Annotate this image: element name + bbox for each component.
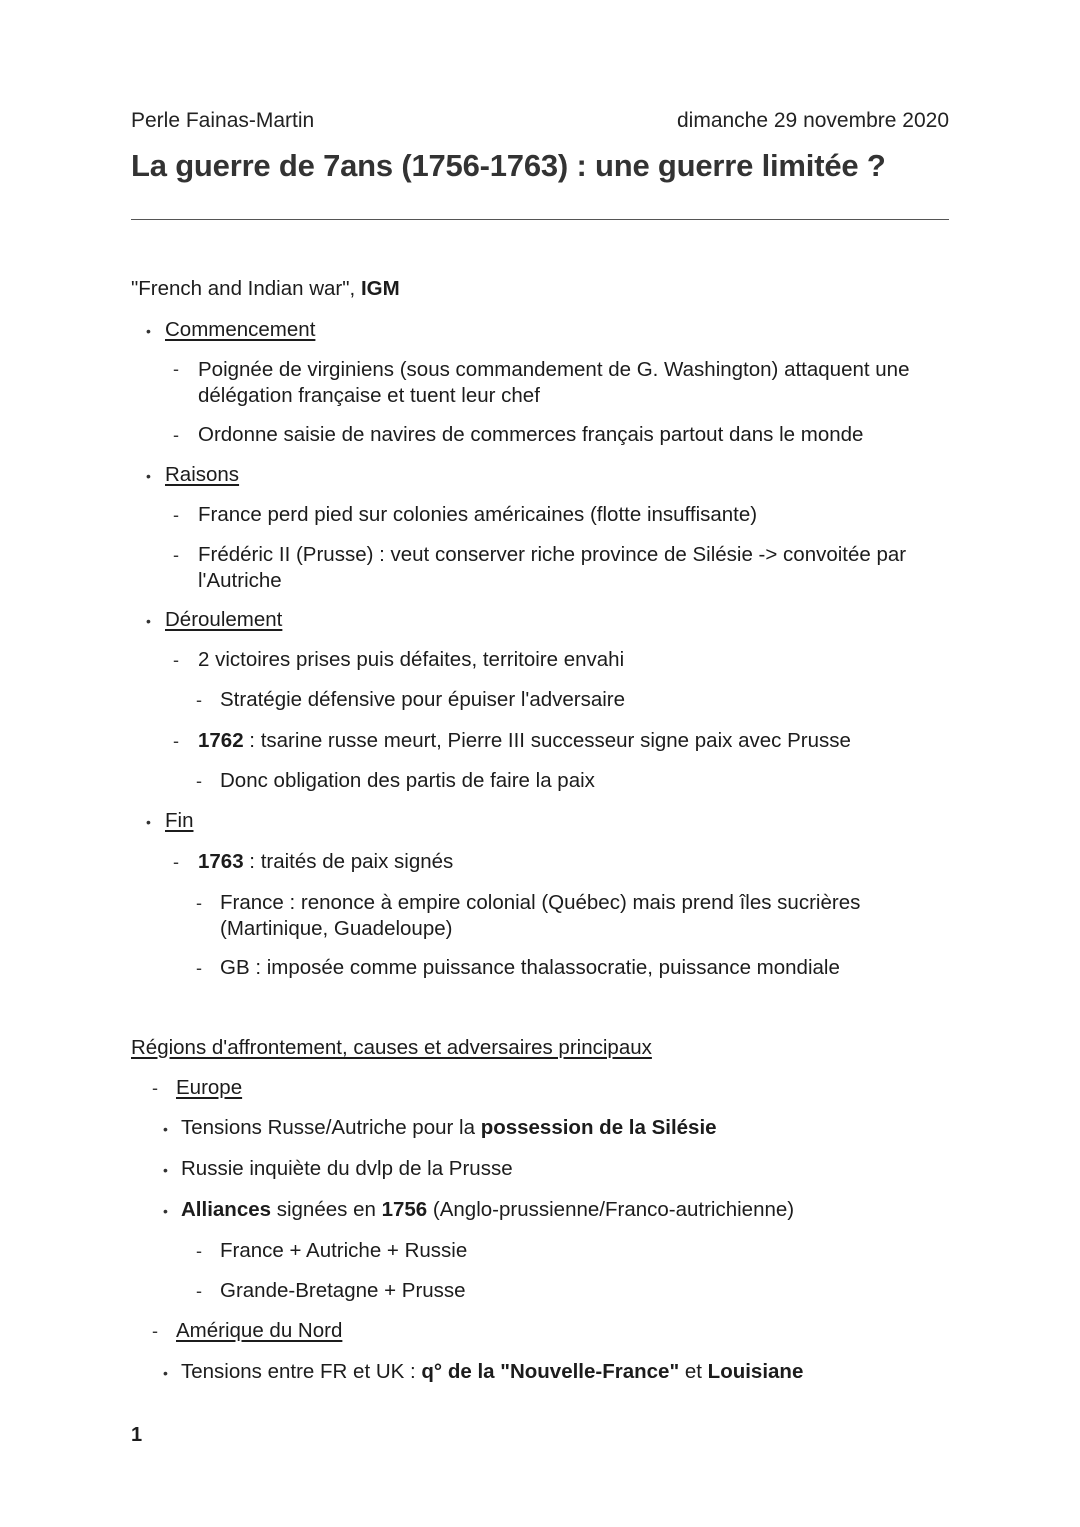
europe-bullet-3-bold-2: 1756 [381, 1198, 428, 1221]
europe-bullet-3 [181, 1197, 794, 1223]
dash-icon: - [196, 690, 202, 710]
intro-line [131, 276, 400, 302]
bullet-icon: • [163, 1365, 168, 1381]
fin-sub-1: France : renonce à empire colonial (Québec) mais prend îles sucrières (Martinique, Guadeloupe) [220, 891, 861, 940]
europe-bullet-3-text-2: (Anglo-prussienne/Franco-autrichienne) [427, 1198, 795, 1221]
raisons-item-2: Frédéric II (Prusse) : veut conserver riche province de Silésie -> convoitée par l'Autriche [198, 543, 907, 592]
amerique-bullet-1-text-2: et [679, 1360, 708, 1383]
region-europe-label: Europe [176, 1076, 243, 1099]
dash-icon: - [196, 771, 202, 791]
fin-item-1 [198, 849, 453, 875]
document-title: La guerre de 7ans (1756-1763) : une guerre limitée ? [131, 148, 886, 183]
deroulement-item-2-sub: Donc obligation des partis de faire la paix [220, 769, 595, 792]
regions-heading: Régions d'affrontement, causes et adversaires principaux [131, 1036, 652, 1059]
bullet-icon: • [163, 1121, 168, 1137]
dash-icon: - [173, 852, 179, 872]
dash-icon: - [173, 650, 179, 670]
dash-icon: - [173, 425, 179, 445]
europe-bullet-1-text: Tensions Russe/Autriche pour la [181, 1116, 481, 1139]
deroulement-item-2-year: 1762 [198, 729, 244, 752]
section-fin-label: Fin [165, 809, 194, 832]
europe-bullet-1-bold: possession de la Silésie [480, 1116, 717, 1139]
deroulement-item-1-sub: Stratégie défensive pour épuiser l'adversaire [220, 688, 626, 711]
europe-bullet-2: Russie inquiète du dvlp de la Prusse [181, 1157, 513, 1180]
dash-icon: - [173, 359, 179, 379]
commencement-item-1: Poignée de virginiens (sous commandement de G. Washington) attaquent une délégation française et tuent leur chef [198, 358, 910, 407]
section-deroulement-label: Déroulement [165, 608, 283, 631]
fin-item-1-text: : traités de paix signés [243, 850, 454, 873]
intro-text: "French and Indian war", [131, 277, 361, 300]
deroulement-item-2 [198, 728, 851, 754]
dash-icon: - [196, 958, 202, 978]
section-raisons-label: Raisons [165, 463, 240, 486]
bullet-icon: • [146, 323, 151, 339]
bullet-icon: • [146, 613, 151, 629]
header-date: dimanche 29 novembre 2020 [676, 109, 949, 132]
europe-bullet-3-bold-1: Alliances [181, 1198, 272, 1221]
dash-icon: - [196, 893, 202, 913]
dash-icon: - [173, 731, 179, 751]
amerique-bullet-1 [181, 1359, 803, 1385]
commencement-item-2: Ordonne saisie de navires de commerces français partout dans le monde [198, 423, 864, 446]
header-author: Perle Fainas-Martin [131, 109, 315, 132]
dash-icon: - [196, 1241, 202, 1261]
amerique-bullet-1-text-1: Tensions entre FR et UK : [181, 1360, 422, 1383]
europe-alliance-2: Grande-Bretagne + Prusse [220, 1279, 466, 1302]
fin-item-1-year: 1763 [198, 850, 244, 873]
region-amerique-label: Amérique du Nord [176, 1319, 343, 1342]
bullet-icon: • [146, 814, 151, 830]
deroulement-item-1: 2 victoires prises puis défaites, territoire envahi [198, 648, 625, 671]
dash-icon: - [196, 1281, 202, 1301]
bullet-icon: • [163, 1203, 168, 1219]
bullet-icon: • [146, 468, 151, 484]
fin-sub-2: GB : imposée comme puissance thalassocratie, puissance mondiale [220, 956, 840, 979]
dash-icon: - [152, 1321, 158, 1341]
europe-bullet-1 [181, 1115, 717, 1141]
dash-icon: - [173, 505, 179, 525]
dash-icon: - [152, 1078, 158, 1098]
page-number: 1 [131, 1424, 143, 1446]
europe-bullet-3-text-1: signées en [271, 1198, 382, 1221]
title-divider [131, 219, 949, 220]
amerique-bullet-1-bold-1: q° de la "Nouvelle-France" [421, 1360, 680, 1383]
section-commencement-label: Commencement [165, 318, 316, 341]
bullet-icon: • [163, 1162, 168, 1178]
intro-bold: IGM [360, 277, 400, 300]
raisons-item-1: France perd pied sur colonies américaines (flotte insuffisante) [198, 503, 758, 526]
dash-icon: - [173, 545, 179, 565]
europe-alliance-1: France + Autriche + Russie [220, 1239, 468, 1262]
amerique-bullet-1-bold-2: Louisiane [707, 1360, 804, 1383]
deroulement-item-2-text: : tsarine russe meurt, Pierre III successeur signe paix avec Prusse [243, 729, 851, 752]
